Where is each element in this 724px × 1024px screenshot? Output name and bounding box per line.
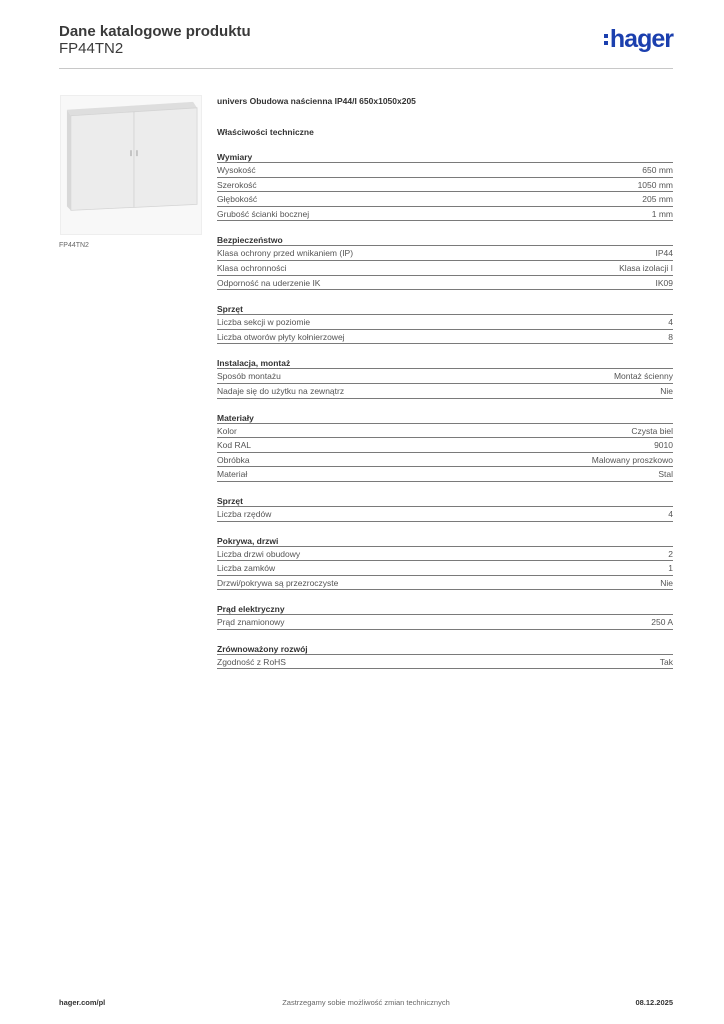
spec-section [217, 234, 673, 290]
section-title: Instalacja, montaż [217, 357, 673, 369]
spec-value: Tak [659, 656, 673, 667]
footer-disclaimer: Zastrzegamy sobie możliwość zmian technicznych [282, 998, 450, 1007]
spec-label: Głębokość [217, 194, 258, 205]
spec-section [217, 151, 673, 221]
spec-label: Liczba rzędów [217, 508, 272, 519]
spec-row [217, 192, 673, 207]
spec-row [217, 561, 673, 576]
spec-label: Obróbka [217, 454, 250, 465]
spec-value: Klasa izolacji I [619, 262, 673, 273]
spec-label: Grubość ścianki bocznej [217, 208, 310, 219]
spec-label: Prąd znamionowy [217, 617, 285, 628]
spec-label: Sposób montażu [217, 371, 281, 382]
spec-row [217, 276, 673, 291]
header-divider [59, 68, 673, 69]
spec-row [217, 615, 673, 630]
spec-section [217, 603, 673, 630]
section-title: Sprzęt [217, 303, 673, 315]
spec-value: 1 [668, 563, 673, 574]
spec-section [217, 643, 673, 670]
spec-label: Odporność na uderzenie IK [217, 277, 321, 288]
spec-value: Czysta biel [631, 425, 673, 436]
spec-section [217, 495, 673, 522]
spec-value: Montaż ścienny [613, 371, 673, 382]
spec-section [217, 412, 673, 482]
section-title: Pokrywa, drzwi [217, 535, 673, 547]
hager-logo [604, 25, 673, 54]
section-title: Bezpieczeństwo [217, 234, 673, 246]
product-code-title: FP44TN2 [59, 40, 124, 57]
spec-label: Liczba otworów płyty kołnierzowej [217, 331, 345, 342]
section-title: Zrównoważony rozwój [217, 643, 673, 655]
spec-section [217, 303, 673, 344]
spec-row [217, 576, 673, 591]
spec-label: Nadaje się do użytku na zewnątrz [217, 385, 345, 396]
spec-row [217, 178, 673, 193]
section-title: Materiały [217, 412, 673, 424]
spec-value: 4 [668, 508, 673, 519]
spec-label: Liczba zamków [217, 563, 276, 574]
spec-row [217, 655, 673, 670]
spec-row [217, 207, 673, 222]
spec-value: Nie [660, 577, 673, 588]
spec-label: Zgodność z RoHS [217, 656, 286, 667]
spec-label: Liczba drzwi obudowy [217, 548, 301, 559]
spec-value: Stal [658, 469, 673, 480]
spec-label: Drzwi/pokrywa są przezroczyste [217, 577, 339, 588]
spec-value: IP44 [655, 248, 673, 259]
spec-row [217, 424, 673, 439]
spec-row [217, 467, 673, 482]
image-caption: FP44TN2 [59, 242, 89, 249]
spec-content [217, 96, 673, 669]
spec-value: 650 mm [642, 165, 673, 175]
spec-row [217, 453, 673, 468]
spec-row [217, 330, 673, 345]
spec-row [217, 507, 673, 522]
spec-value: Malowany proszkowo [591, 454, 673, 465]
spec-value: IK09 [655, 277, 673, 288]
spec-label: Klasa ochronności [217, 262, 287, 273]
spec-section [217, 357, 673, 398]
properties-heading: Właściwości techniczne [217, 127, 314, 137]
spec-value: Nie [660, 385, 673, 396]
section-title: Wymiary [217, 151, 673, 163]
spec-label: Wysokość [217, 165, 256, 175]
section-title: Sprzęt [217, 495, 673, 507]
spec-row [217, 438, 673, 453]
product-name: univers Obudowa naścienna IP44/I 650x1050x205 [217, 96, 416, 106]
spec-value: 8 [668, 331, 673, 342]
spec-row [217, 547, 673, 562]
product-image [60, 95, 202, 235]
section-title: Prąd elektryczny [217, 603, 673, 615]
spec-label: Kod RAL [217, 440, 252, 451]
spec-sections [217, 151, 673, 669]
spec-section [217, 535, 673, 591]
logo-dots-icon [604, 34, 608, 45]
spec-label: Szerokość [217, 179, 257, 190]
spec-value: 1 mm [651, 208, 673, 219]
spec-row [217, 315, 673, 330]
spec-label: Klasa ochrony przed wnikaniem (IP) [217, 248, 354, 259]
spec-label: Liczba sekcji w poziomie [217, 317, 311, 328]
spec-value: 9010 [654, 440, 673, 451]
page-header [59, 20, 673, 70]
spec-row [217, 369, 673, 384]
spec-label: Materiał [217, 469, 248, 480]
cabinet-image-icon [61, 96, 201, 234]
logo-text: hager [609, 25, 673, 53]
spec-value: 2 [668, 548, 673, 559]
spec-row [217, 384, 673, 399]
spec-value: 250 A [651, 617, 673, 628]
footer-website: hager.com/pl [59, 998, 106, 1007]
spec-row [217, 246, 673, 261]
spec-value: 1050 mm [637, 179, 673, 190]
spec-row [217, 261, 673, 276]
spec-label: Kolor [217, 425, 237, 436]
page-footer [59, 998, 673, 1010]
spec-value: 4 [668, 317, 673, 328]
document-title: Dane katalogowe produktu [59, 23, 251, 40]
footer-date: 08.12.2025 [635, 998, 673, 1007]
spec-row [217, 163, 673, 178]
spec-value: 205 mm [642, 194, 673, 205]
